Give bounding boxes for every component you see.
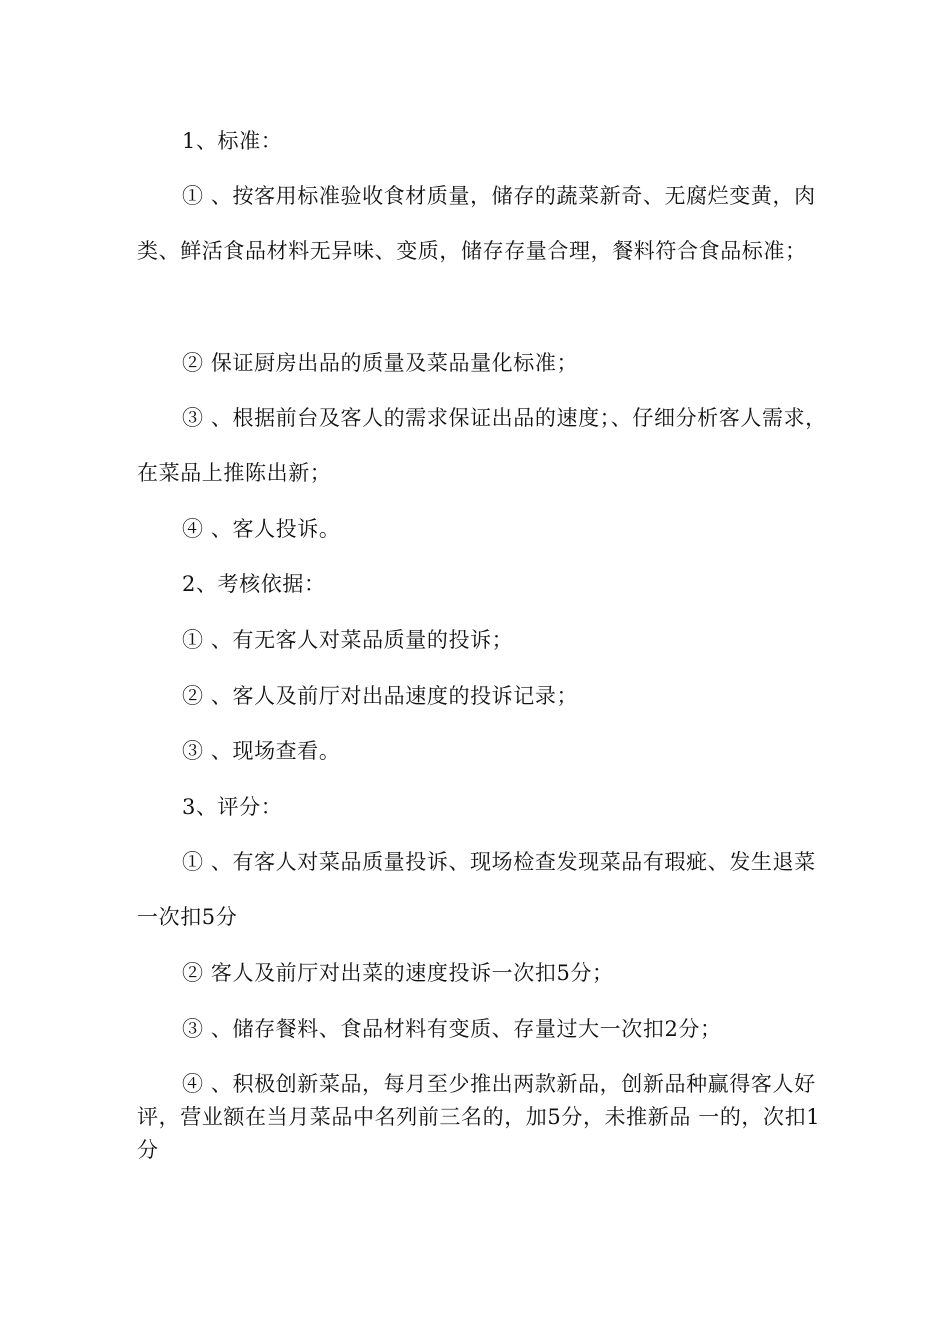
- paragraph-standard-4: ④ 、客人投诉。: [182, 517, 341, 541]
- section-heading-scoring: 3、评分：: [182, 795, 283, 819]
- paragraph-basis-3: ③ 、现场查看。: [182, 739, 341, 763]
- paragraph-basis-1: ① 、有无客人对菜品质量的投诉；: [182, 628, 514, 652]
- paragraph-standard-2: ② 保证厨房出品的质量及菜品量化标准；: [182, 351, 579, 375]
- paragraph-scoring-3: ③ 、储存餐料、食品材料有变质、存量过大一次扣2分；: [182, 1017, 722, 1041]
- paragraph-scoring-4: ④ 、积极创新菜品，每月至少推出两款新品，创新品种赢得客人好评，营业额在当月菜品中名列前三名的，加5分，未推新品 一的，次扣1分: [137, 1072, 821, 1162]
- section-heading-standard: 1、标准：: [182, 129, 283, 153]
- paragraph-standard-3: ③ 、根据前台及客人的需求保证出品的速度；、仔细分析客人需求，在菜品上推陈出新；: [137, 406, 827, 485]
- section-heading-basis: 2、考核依据：: [182, 572, 326, 596]
- paragraph-scoring-2: ② 客人及前厅对出菜的速度投诉一次扣5分；: [182, 961, 614, 985]
- paragraph-standard-1: ① 、按客用标准验收食材质量，储存的蔬菜新奇、无腐烂变黄，肉类、鲜活食品材料无异味、变质，储存存量合理，餐料符合食品标准；: [137, 184, 816, 263]
- paragraph-scoring-1: ① 、有客人对菜品质量投诉、现场检查发现菜品有瑕疵、发生退菜一次扣5分: [137, 850, 816, 929]
- paragraph-basis-2: ② 、客人及前厅对出品速度的投诉记录；: [182, 684, 579, 708]
